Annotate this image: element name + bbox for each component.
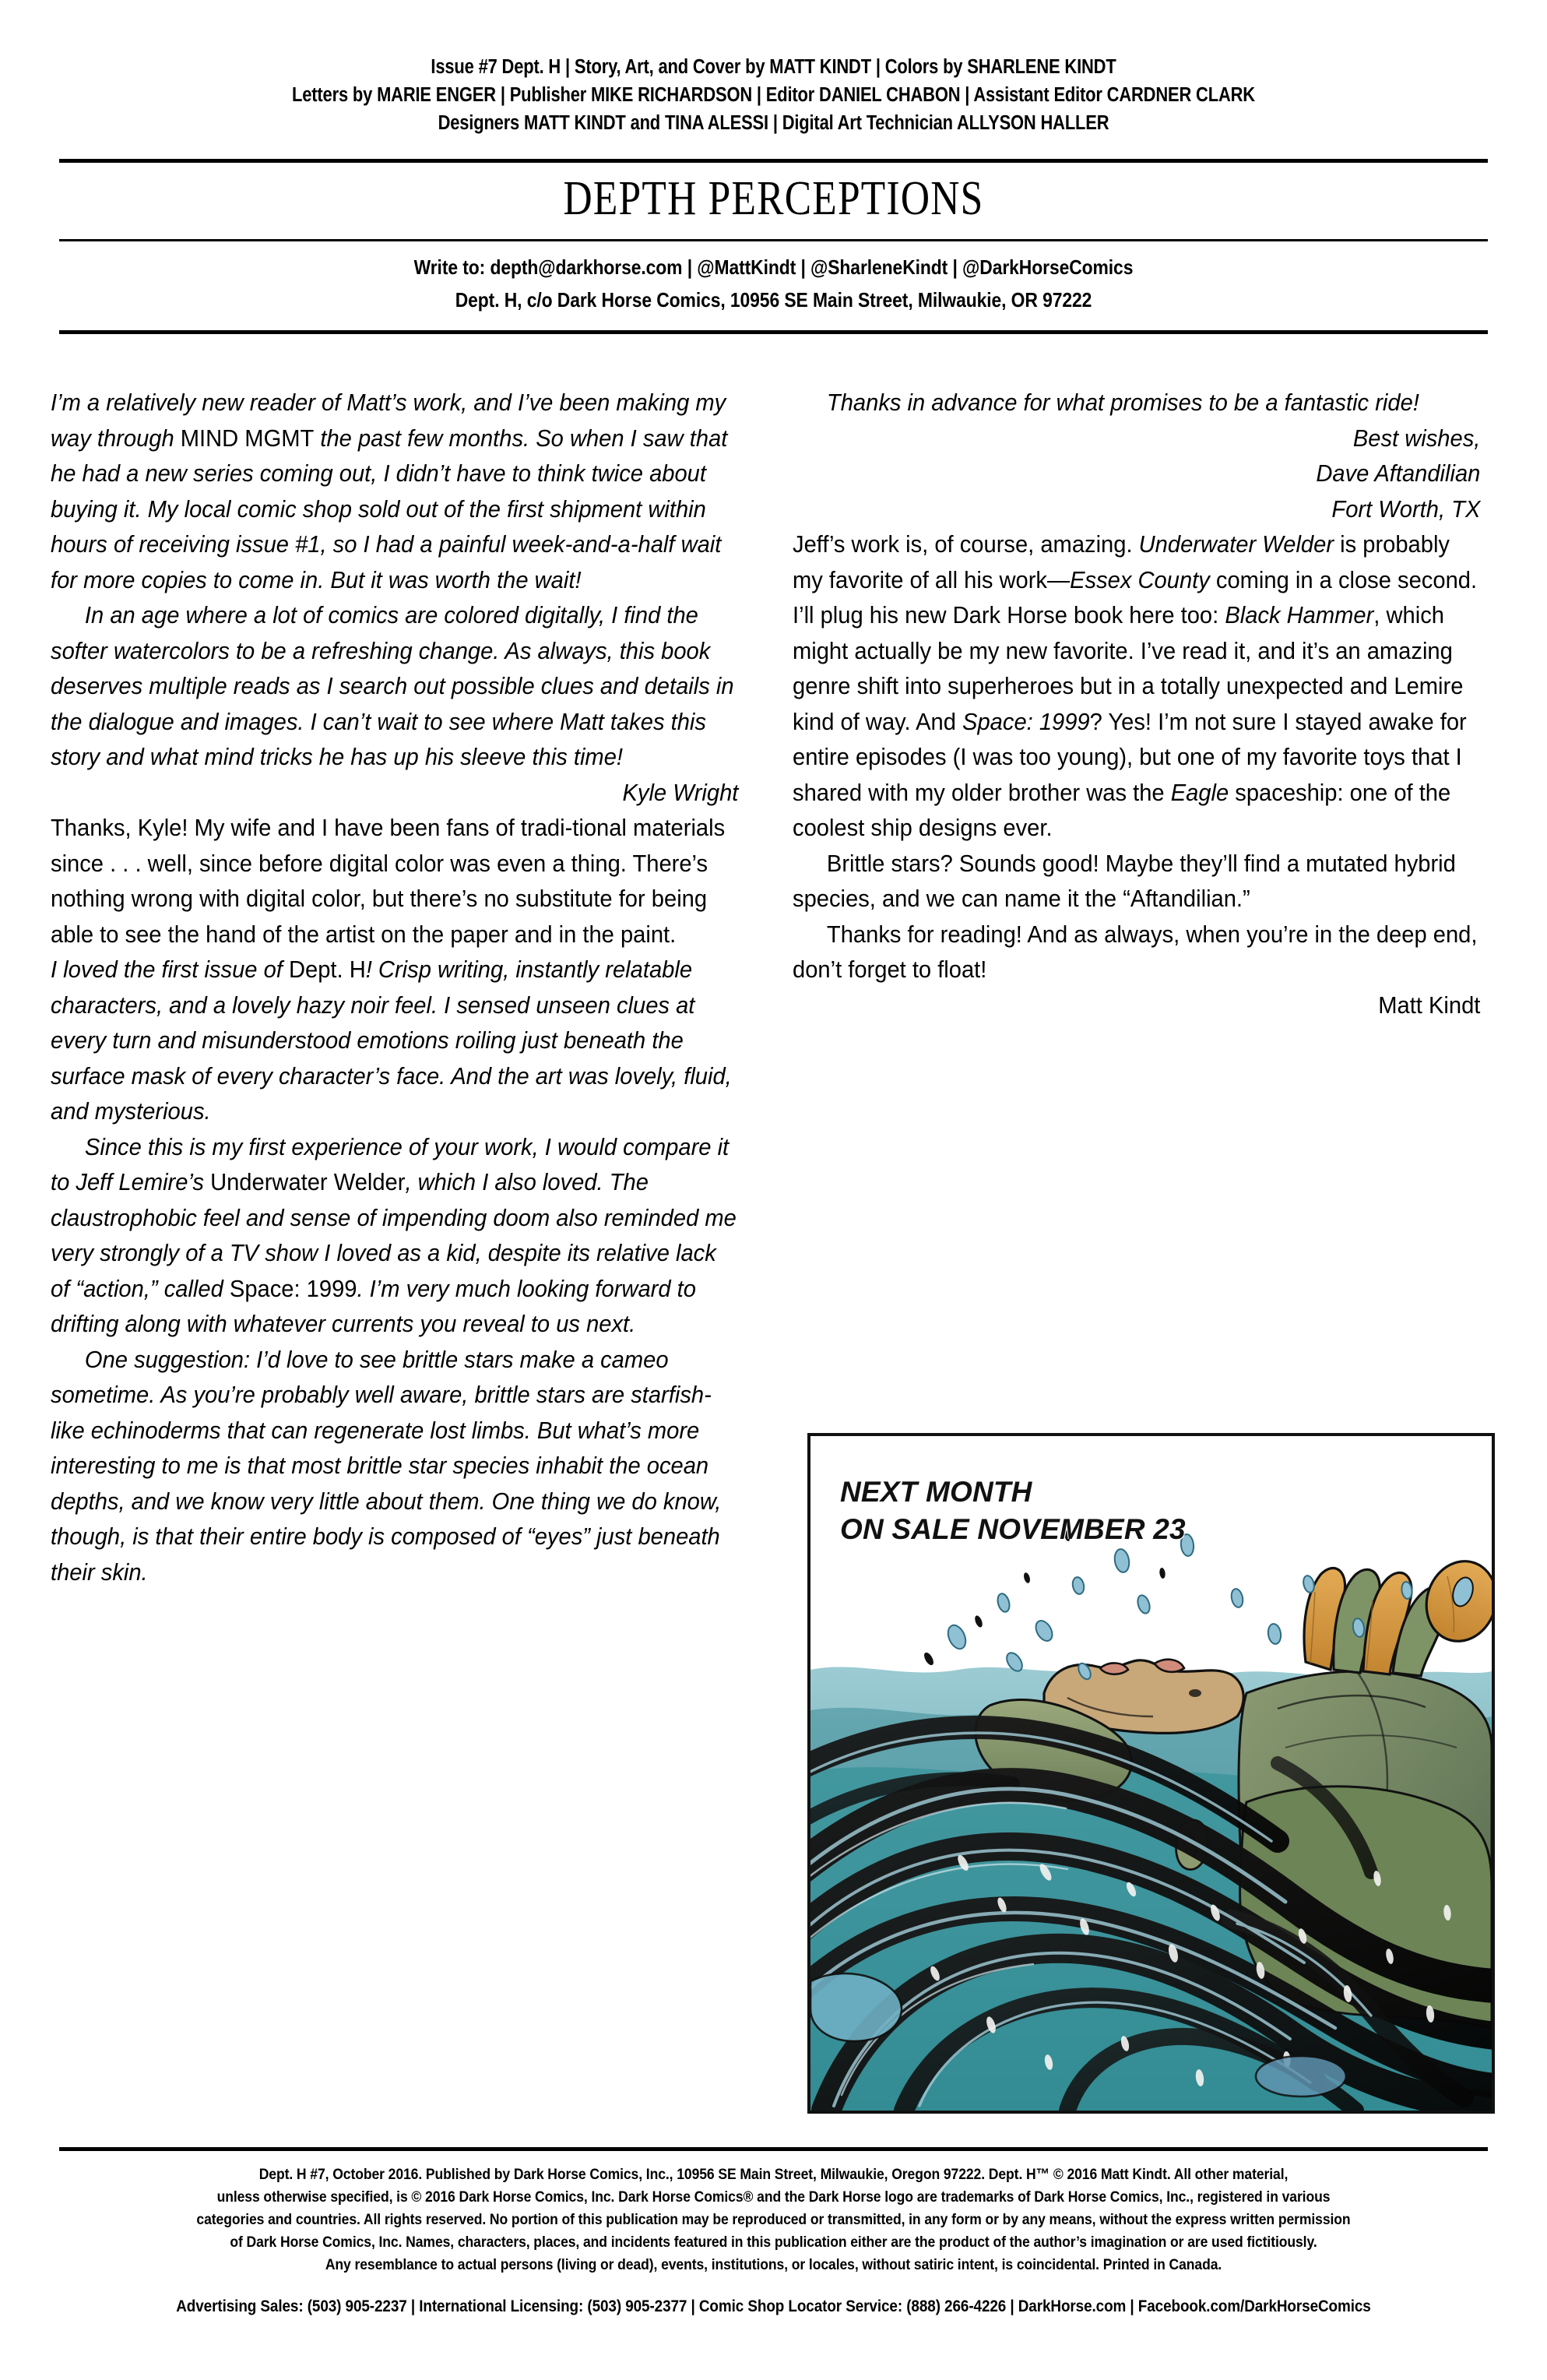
work-title-underwater-welder: Underwater Welder (210, 1169, 406, 1195)
reply-text: spaceship: one of the coolest ship designs ever. (793, 779, 1451, 841)
letter-paragraph: Thanks in advance for what promises to be a fantastic ride! (826, 389, 1419, 416)
letter-text: ! Crisp writing, instantly relatable characters, and a lovely hazy noir feel. I sensed unseen clues at every turn and misunderstood emotions roiling just beneath the surface mask of every character’s face. And the art was lovely, fluid, and mysterious. (51, 956, 732, 1125)
work-title-mind-mgmt: MIND MGMT (180, 424, 315, 452)
divider-rule-top (59, 159, 1488, 163)
masthead-credits (74, 53, 1473, 137)
reply-text: , which might actually be my new favorite. I’ve read it, and it’s an amazing genre shift into superheroes but in a totally unexpected and Lemire kind of way. And (793, 602, 1464, 735)
work-title-black-hammer: Black Hammer (1225, 602, 1374, 628)
letter-text: I loved the first issue of (51, 956, 289, 983)
reply-paragraph (793, 527, 1480, 847)
letter-text: . I’m very much looking forward to drifting along with whatever currents you reveal to us next. (51, 1275, 696, 1337)
work-title-space-1999: Space: 1999 (229, 1275, 357, 1302)
letter-text: Since this is my first experience of your work, I would compare it to Jeff Lemire’s (51, 1133, 730, 1195)
letter-paragraph (51, 952, 738, 1130)
work-title-space-1999: Space: 1999 (962, 708, 1090, 735)
letter-paragraph (51, 386, 738, 598)
footer-legal-block (59, 2163, 1488, 2318)
next-month-art-box (807, 1433, 1495, 2114)
reply-to-kyle (51, 811, 738, 952)
divider-rule-under-title (59, 239, 1488, 241)
letter-signature: Dave Aftandilian (1316, 460, 1481, 487)
reply-text: ? Yes! I’m not sure I stayed awake for entire episodes (I was too young), but one of my favorite toys that I shared with my older brother was the (793, 708, 1467, 806)
next-month-caption (840, 1473, 1186, 1548)
work-title-eagle: Eagle (1170, 779, 1229, 806)
letter-paragraph: In an age where a lot of comics are colored digitally, I find the softer watercolors to be a refreshing change. As always, this book deserves multiple reads as I search out possible clues and details in the dialogue and images. I can’t wait to see where Matt takes this story and what mind tricks he has up his sleeve this time! (51, 602, 734, 770)
reply-text: coming in a close second. I’ll plug his new Dark Horse book here too: (793, 566, 1478, 628)
reply-paragraph: Thanks, Kyle! My wife and I have been fans of tradi-tional materials since . . . well, since before digital color was even a thing. There’s nothing wrong with digital color, but there’s no substitute for being able to see the hand of the artist on the paper and in the paint. (51, 815, 726, 948)
letter-signature: Kyle Wright (622, 779, 739, 806)
reply-signature: Matt Kindt (1378, 991, 1481, 1019)
next-month-line-1: NEXT MONTH (840, 1476, 1032, 1508)
letter-kyle-wright (51, 386, 738, 811)
footer-legal-line: of Dark Horse Comics, Inc. Names, characters, places, and incidents featured in this publication either are the product of the author’s imagination or are used fictitiously. (230, 2234, 1317, 2251)
letter-dave-aftandilian-part1 (51, 952, 738, 1590)
credit-line-3: Designers MATT KINDT and TINA ALESSI | Digital Art Technician ALLYSON HALLER (438, 112, 1109, 134)
letter-city: Fort Worth, TX (1331, 495, 1481, 523)
credit-line-1: Issue #7 Dept. H | Story, Art, and Cover by MATT KINDT | Colors by SHARLENE KINDT (431, 56, 1116, 78)
letter-text: , which I also loved. The claustrophobic feel and sense of impending doom also reminded me very strongly of a TV show I loved as a kid, despite its relative lack of “action,” called (51, 1169, 737, 1302)
letter-dave-aftandilian-part2 (793, 386, 1480, 527)
footer-legal-line: Any resemblance to actual persons (living or dead), events, institutions, or locales, without satiric intent, is coincidental. Printed in Canada. (325, 2256, 1222, 2273)
footer-contact-line: Advertising Sales: (503) 905-2237 | International Licensing: (503) 905-2377 | Comic Shop Locator Service: (888) 266-4226 | DarkHorse.com | Facebook.com/DarkHorseComics (176, 2297, 1371, 2315)
masthead-contact (59, 251, 1488, 316)
reply-text: Jeff’s work is, of course, amazing. (793, 531, 1139, 558)
reply-paragraph: Brittle stars? Sounds good! Maybe they’ll find a mutated hybrid species, and we can name it the “Aftandilian.” (793, 850, 1456, 912)
letter-paragraph (51, 1130, 738, 1343)
contact-line-address: Dept. H, c/o Dark Horse Comics, 10956 SE Main Street, Milwaukie, OR 97222 (455, 288, 1092, 312)
letter-closing: Best wishes, (1352, 424, 1481, 452)
work-title-dept-h: Dept. H (288, 956, 366, 983)
work-title-underwater-welder: Underwater Welder (1138, 531, 1334, 558)
letter-text: the past few months. So when I saw that he had a new series coming out, I didn’t have to think twice about buying it. My local comic shop sold out of the first shipment within hours of receiving issue #1, so I had a painful week-and-a-half wait for more copies to come in. But it was worth the wait! (51, 424, 728, 593)
next-month-line-2: ON SALE NOVEMBER 23 (840, 1513, 1186, 1545)
footer-legal-line: Dept. H #7, October 2016. Published by Dark Horse Comics, Inc., 10956 SE Main Street, Milwaukie, Oregon 97222. Dept. H™ © 2016 Matt Kindt. All other material, (258, 2166, 1289, 2183)
divider-rule-footer (59, 2147, 1488, 2151)
letter-paragraph: One suggestion: I’d love to see brittle stars make a cameo sometime. As you’re probably well aware, brittle stars are starfish-like echinoderms that can regenerate lost limbs. But what’s more interesting to me is that most brittle star species inhabit the ocean depths, and we know very little about them. One thing we do know, though, is that their entire body is composed of “eyes” just beneath their skin. (51, 1346, 722, 1586)
column-left (51, 386, 771, 1590)
reply-text: is probably my favorite of all his work— (793, 531, 1450, 593)
reply-to-dave (793, 527, 1480, 1023)
divider-rule-under-contact (59, 330, 1488, 334)
contact-line-email: Write to: depth@darkhorse.com | @MattKindt | @SharleneKindt | @DarkHorseComics (413, 255, 1134, 279)
page-title: DEPTH PERCEPTIONS (563, 172, 984, 225)
footer-legal-line: unless otherwise specified, is © 2016 Dark Horse Comics, Inc. Dark Horse Comics® and the Dark Horse logo are trademarks of Dark Horse Comics, Inc., registered in various (216, 2188, 1331, 2206)
work-title-essex-county: Essex County (1070, 566, 1210, 593)
reply-paragraph: Thanks for reading! And as always, when you’re in the deep end, don’t forget to float! (793, 921, 1478, 983)
column-right (793, 386, 1513, 1023)
credit-line-2: Letters by MARIE ENGER | Publisher MIKE RICHARDSON | Editor DANIEL CHABON | Assistant Editor CARDNER CLARK (292, 84, 1255, 106)
page-title-block (59, 166, 1488, 231)
letter-text: I’m a relatively new reader of Matt’s work, and I’ve been making my way through (51, 389, 726, 452)
footer-legal-line: categories and countries. All rights reserved. No portion of this publication may be reproduced or transmitted, in any form or by any means, without the express written permission (196, 2211, 1351, 2228)
